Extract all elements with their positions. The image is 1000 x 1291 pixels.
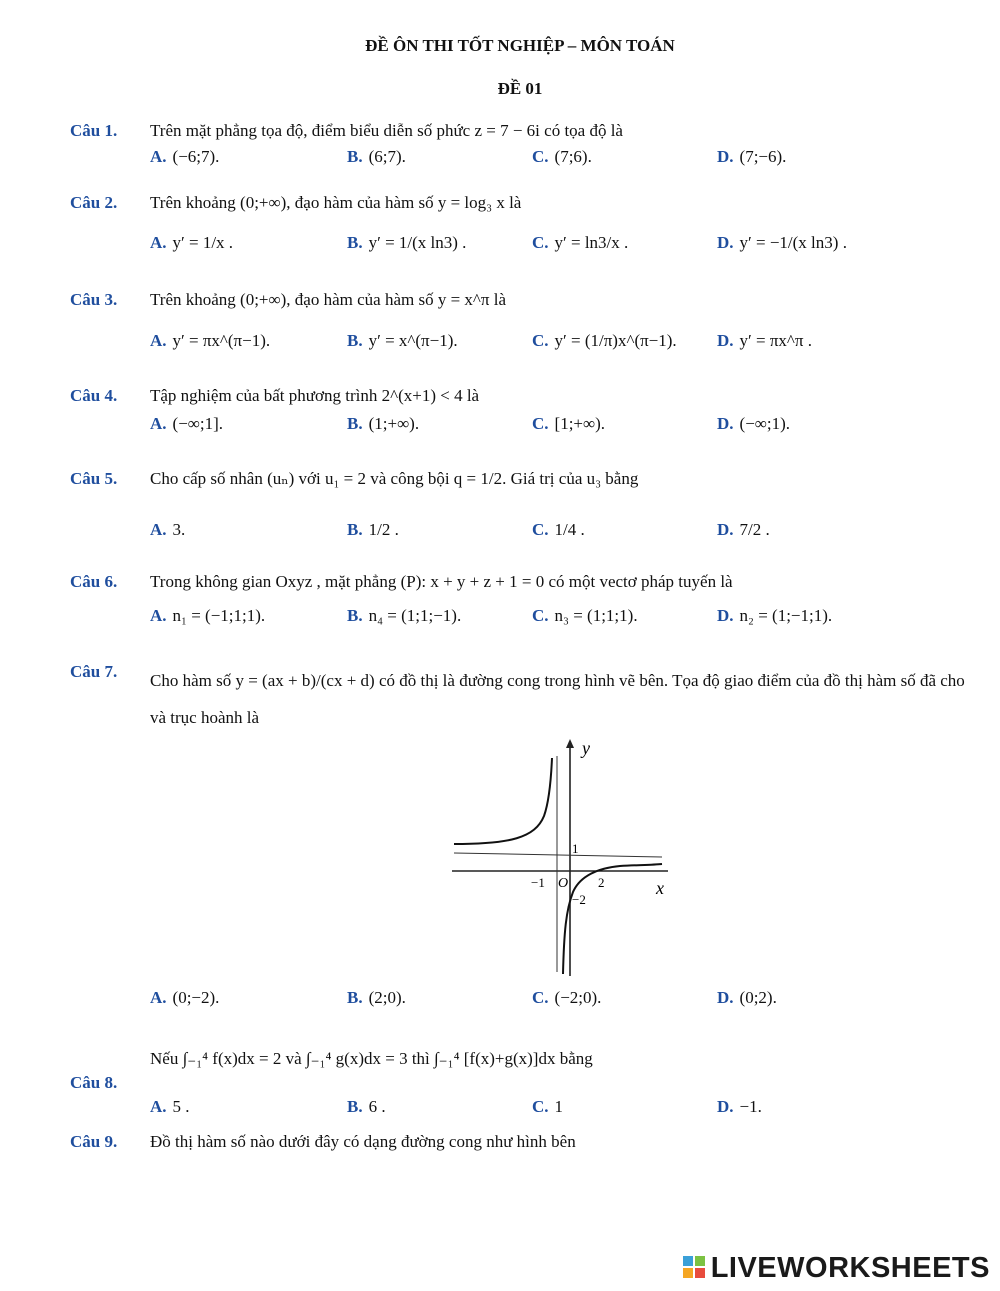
- question-7-graph: [440, 736, 680, 982]
- question-3-option-b[interactable]: B. y′ = x^(π−1).: [347, 331, 458, 350]
- question-4-text: Tập nghiệm của bất phương trình 2^(x+1) < 4 là: [150, 386, 480, 405]
- question-7-option-a[interactable]: A. (0;−2).: [150, 988, 220, 1007]
- question-8-option-a[interactable]: A. 5 .: [150, 1097, 190, 1116]
- question-5-option-d[interactable]: D. 7/2 .: [717, 520, 770, 539]
- liveworksheets-logo[interactable]: [683, 1252, 990, 1285]
- question-5-option-a[interactable]: A. 3.: [150, 520, 186, 539]
- exam-subtitle: ĐỀ 01: [497, 79, 543, 98]
- question-5-option-b[interactable]: B. 1/2 .: [347, 520, 399, 539]
- question-4-option-b[interactable]: B. (1;+∞).: [347, 414, 420, 433]
- question-1-text: Trên mặt phẳng tọa độ, điểm biểu diễn số phức z = 7 − 6i có tọa độ là: [150, 121, 623, 140]
- curve-right-branch: [563, 864, 662, 974]
- question-8-option-b[interactable]: B. 6 .: [347, 1097, 386, 1116]
- question-1-option-d[interactable]: D. (7;−6).: [717, 147, 787, 166]
- question-7-text: Cho hàm số y = (ax + b)/(cx + d) có đồ thị là đường cong trong hình vẽ bên. Tọa độ giao điểm của đồ thị hàm số đã cho và trục hoành là: [150, 671, 965, 727]
- question-7-number: Câu 7.: [70, 662, 118, 681]
- question-3-option-a[interactable]: A. y′ = πx^(π−1).: [150, 331, 271, 350]
- tick-label-minus-1: −1: [531, 875, 545, 890]
- question-4-option-c[interactable]: C. [1;+∞).: [532, 414, 606, 433]
- tick-label-1: 1: [572, 841, 579, 856]
- question-8-option-d[interactable]: D. −1.: [717, 1097, 762, 1116]
- question-4-number: Câu 4.: [70, 386, 118, 405]
- tick-label-2: 2: [598, 875, 605, 890]
- x-axis-label: x: [656, 878, 664, 898]
- question-3-option-d[interactable]: D. y′ = πx^π .: [717, 331, 812, 350]
- question-1-number: Câu 1.: [70, 121, 118, 140]
- question-8-number: Câu 8.: [70, 1073, 118, 1092]
- question-5-number: Câu 5.: [70, 469, 118, 488]
- question-6-option-b[interactable]: B. n₄ = (1;1;−1).: [347, 606, 462, 625]
- question-7-option-c[interactable]: C. (−2;0).: [532, 988, 602, 1007]
- horizontal-asymptote: [454, 853, 662, 857]
- question-8-text: Nếu ∫₋₁⁴ f(x)dx = 2 và ∫₋₁⁴ g(x)dx = 3 thì ∫₋₁⁴ [f(x)+g(x)]dx bằng: [150, 1049, 593, 1068]
- question-2-option-a[interactable]: A. y′ = 1/x .: [150, 233, 234, 252]
- question-1-option-c[interactable]: C. (7;6).: [532, 147, 592, 166]
- question-6-option-a[interactable]: A. n₁ = (−1;1;1).: [150, 606, 266, 625]
- question-2-option-c[interactable]: C. y′ = ln3/x .: [532, 233, 629, 252]
- question-6-option-d[interactable]: D. n₂ = (1;−1;1).: [717, 606, 833, 625]
- question-4-option-d[interactable]: D. (−∞;1).: [717, 414, 791, 433]
- question-2-text: Trên khoảng (0;+∞), đạo hàm của hàm số y = log₃ x là: [150, 193, 522, 212]
- question-6-text: Trong không gian Oxyz , mặt phẳng (P): x + y + z + 1 = 0 có một vectơ pháp tuyến là: [150, 572, 733, 591]
- origin-label: O: [558, 876, 569, 891]
- question-3-option-c[interactable]: C. y′ = (1/π)x^(π−1).: [532, 331, 677, 350]
- tick-label-minus-2: −2: [572, 892, 586, 907]
- exam-title: ĐỀ ÔN THI TỐT NGHIỆP – MÔN TOÁN: [365, 36, 675, 55]
- question-9-number: Câu 9.: [70, 1132, 118, 1151]
- liveworksheets-logo-icon: [683, 1256, 707, 1280]
- question-9-text: Đồ thị hàm số nào dưới đây có dạng đường cong như hình bên: [150, 1132, 576, 1151]
- question-6-option-c[interactable]: C. n₃ = (1;1;1).: [532, 606, 638, 625]
- question-2-option-b[interactable]: B. y′ = 1/(x ln3) .: [347, 233, 467, 252]
- question-7-option-d[interactable]: D. (0;2).: [717, 988, 777, 1007]
- question-2-number: Câu 2.: [70, 193, 118, 212]
- question-3-text: Trên khoảng (0;+∞), đạo hàm của hàm số y = x^π là: [150, 290, 506, 309]
- liveworksheets-logo-text: LIVEWORKSHEETS: [710, 1252, 990, 1284]
- question-1-option-a[interactable]: A. (−6;7).: [150, 147, 220, 166]
- question-2-option-d[interactable]: D. y′ = −1/(x ln3) .: [717, 233, 847, 252]
- question-1-option-b[interactable]: B. (6;7).: [347, 147, 406, 166]
- question-8-option-c[interactable]: C. 1: [532, 1097, 564, 1116]
- question-5-text: Cho cấp số nhân (uₙ) với u₁ = 2 và công bội q = 1/2. Giá trị của u₃ bằng: [150, 469, 639, 488]
- question-5-option-c[interactable]: C. 1/4 .: [532, 520, 585, 539]
- question-6-number: Câu 6.: [70, 572, 118, 591]
- question-4-option-a[interactable]: A. (−∞;1].: [150, 414, 224, 433]
- curve-left-branch: [454, 758, 552, 844]
- y-axis-label: y: [582, 738, 590, 758]
- question-7-option-b[interactable]: B. (2;0).: [347, 988, 406, 1007]
- question-3-number: Câu 3.: [70, 290, 118, 309]
- y-axis-arrow: [566, 739, 574, 748]
